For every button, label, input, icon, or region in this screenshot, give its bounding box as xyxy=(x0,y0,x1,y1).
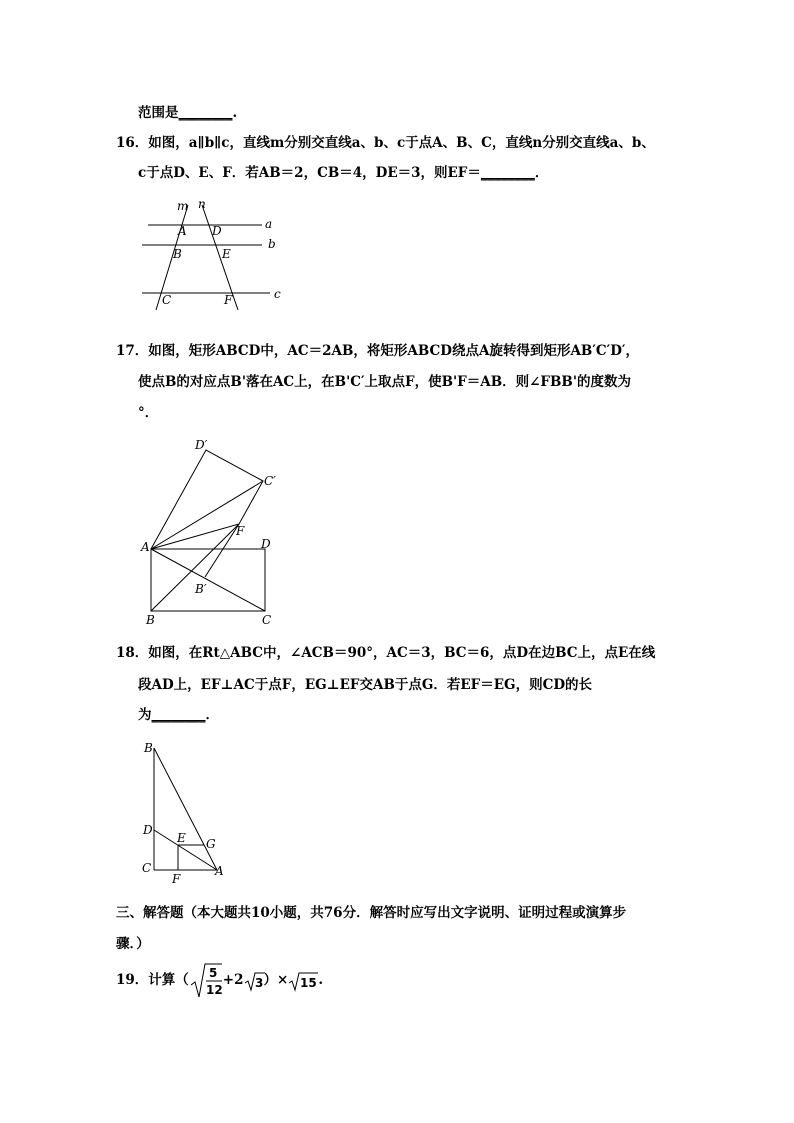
label-B: B xyxy=(144,741,153,755)
q18-figure xyxy=(138,738,238,892)
svg-text:15: 15 xyxy=(300,975,318,990)
q18-line1: 18．如图，在Rt△ABC中，∠ACB＝90°，AC＝3，BC＝6，点D在边BC上，点E在线 xyxy=(116,645,656,661)
right-triangle-diagram xyxy=(138,738,238,888)
label-b: b xyxy=(268,237,276,251)
label-C: C xyxy=(162,293,172,307)
sqrt-fraction xyxy=(189,961,223,1001)
rotated-rectangle-diagram xyxy=(138,433,298,628)
question-number: 19． xyxy=(116,972,149,988)
label-G: G xyxy=(206,837,216,851)
label-A: A xyxy=(141,540,150,554)
q18-line3: 为________． xyxy=(138,707,219,723)
fraction-denominator: 12 xyxy=(205,982,223,997)
svg-text:3: 3 xyxy=(254,975,263,990)
label-E: E xyxy=(222,247,231,261)
label-D: D xyxy=(261,537,271,551)
section3-heading: 三、解答题（本大题共10小题，共76分．解答时应写出文字说明、证明过程或演算步 xyxy=(116,905,627,921)
q16-line2: c于点D、E、F．若AB＝2，CB＝4，DE＝3，则EF＝________． xyxy=(138,165,549,181)
label-A: A xyxy=(215,864,224,878)
label-C-prime: C′ xyxy=(264,474,276,488)
fraction-numerator: 5 xyxy=(208,965,218,980)
answer-blank: ________ xyxy=(178,105,233,121)
label-C: C xyxy=(262,613,272,627)
question-number: 17． xyxy=(116,343,149,359)
label-D: D xyxy=(143,823,153,837)
question-number: 16． xyxy=(116,135,149,151)
sqrt-3 xyxy=(244,970,264,992)
q15-tail: 范围是________. xyxy=(138,105,238,121)
label-B: B xyxy=(173,247,182,261)
q17-line1: 17．如图，矩形ABCD中，AC＝2AB，将矩形ABCD绕点A旋转得到矩形AB′C′D′， xyxy=(116,343,639,359)
answer-blank: ________ xyxy=(480,165,535,181)
q17-line3: °． xyxy=(138,405,159,421)
label-D-prime: D′ xyxy=(195,438,208,452)
label-D: D xyxy=(212,224,222,238)
label-n: n xyxy=(198,197,206,211)
q19: 19．计算（ 5 12 +2 3 ）× 15 . xyxy=(116,960,323,1000)
label-F: F xyxy=(172,872,181,886)
label-a: a xyxy=(265,217,273,231)
label-E: E xyxy=(177,831,186,845)
q17-line2: 使点B的对应点B'落在AC上，在B'C′上取点F，使B'F＝AB．则∠FBB'的度数为 xyxy=(138,374,631,390)
q16-line1: 16．如图，a∥b∥c，直线m分别交直线a、b、c于点A、B、C，直线n分别交直线a、b、 xyxy=(116,135,655,151)
answer-blank: ________ xyxy=(151,707,206,723)
q17-figure xyxy=(138,433,298,632)
q18-line2: 段AD上，EF⊥AC于点F，EG⊥EF交AB于点G．若EF＝EG，则CD的长 xyxy=(138,677,593,693)
q16-figure xyxy=(130,195,290,319)
section3-heading-cont: 骤．） xyxy=(116,936,150,952)
sqrt-15 xyxy=(288,970,318,992)
label-C: C xyxy=(142,861,152,875)
label-A: A xyxy=(178,224,187,238)
parallel-lines-diagram xyxy=(130,195,290,315)
label-B-prime: B′ xyxy=(195,582,207,596)
label-m: m xyxy=(177,199,189,213)
label-c: c xyxy=(274,287,281,301)
question-number: 18． xyxy=(116,645,149,661)
label-F: F xyxy=(236,524,245,538)
label-B: B xyxy=(146,613,155,627)
label-F: F xyxy=(224,293,233,307)
